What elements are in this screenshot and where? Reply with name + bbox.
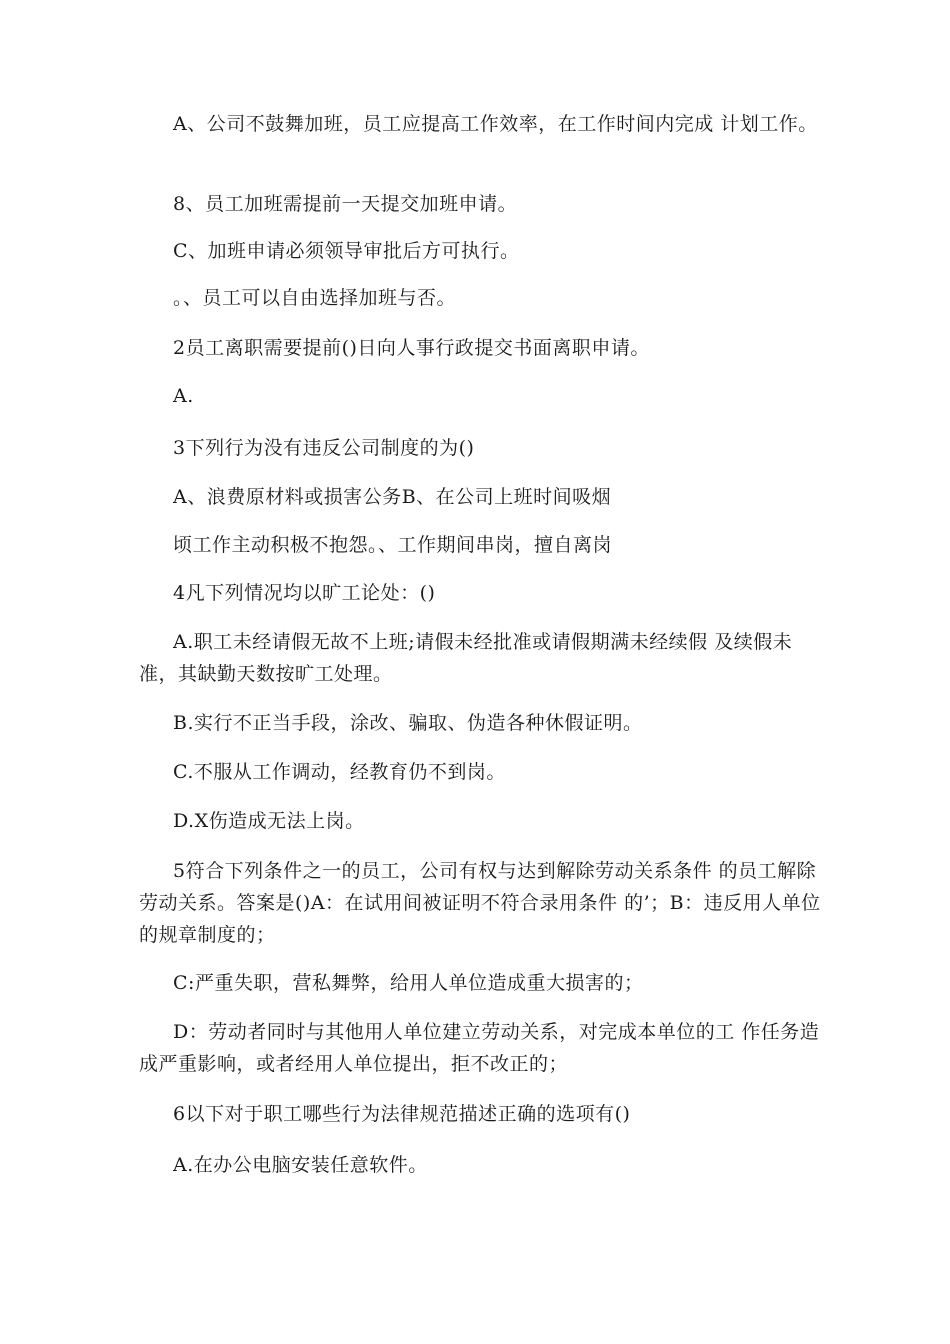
paragraph-question-5: 5符合下列条件之一的员工，公司有权与达到解除劳动关系条件 的员工解除劳动关系。答案是()A：在试用间被证明不符合录用条件 的’；B：违反用人单位的规章制度的；: [139, 860, 821, 946]
paragraph-question-4: 4凡下列情况均以旷工论处：(): [173, 582, 436, 604]
paragraph-option-d-overtime: 。、员工可以自由选择加班与否。: [173, 287, 457, 309]
paragraph-option-c-q4: C.不服从工作调动，经教育仍不到岗。: [173, 761, 506, 783]
paragraph-option-c-overtime: C、加班申请必须领导审批后方可执行。: [173, 240, 520, 262]
paragraph-option-d-q5: D：劳动者同时与其他用人单位建立劳动关系，对完成本单位的工 作任务造成严重影响，或者经用人单位提出，拒不改正的；: [139, 1021, 820, 1075]
paragraph-option-b-overtime: 8、员工加班需提前一天提交加班申请。: [173, 193, 518, 215]
paragraph-question-3: 3下列行为没有违反公司制度的为(): [173, 437, 475, 459]
paragraph-options-cd-q3: 顷工作主动积极不抱怨。、工作期间串岗，擅自离岗: [173, 534, 613, 556]
paragraph-question-2: 2员工离职需要提前()日向人事行政提交书面离职申请。: [173, 337, 650, 359]
paragraph-option-a-q2: A.: [173, 385, 194, 407]
paragraph-question-6: 6以下对于职工哪些行为法律规范描述正确的选项有(): [173, 1103, 631, 1125]
paragraph-option-a-q6: A.在办公电脑安装任意软件。: [173, 1154, 428, 1176]
paragraph-option-a-overtime: A、公司不鼓舞加班，员工应提高工作效率，在工作时间内完成 计划工作。: [173, 113, 818, 135]
paragraph-options-ab-q3: A、浪费原材料或损害公务B、在公司上班时间吸烟: [173, 486, 612, 508]
paragraph-option-c-q5: C:严重失职，营私舞弊，给用人单位造成重大损害的；: [173, 972, 644, 994]
paragraph-option-a-q4: A.职工未经请假无故不上班;请假未经批准或请假期满未经续假 及续假未准，其缺勤天数按旷工处理。: [139, 631, 793, 685]
paragraph-option-d-q4: D.X伤造成无法上岗。: [173, 810, 365, 832]
paragraph-option-b-q4: B.实行不正当手段，涂改、骗取、伪造各种休假证明。: [173, 712, 643, 734]
